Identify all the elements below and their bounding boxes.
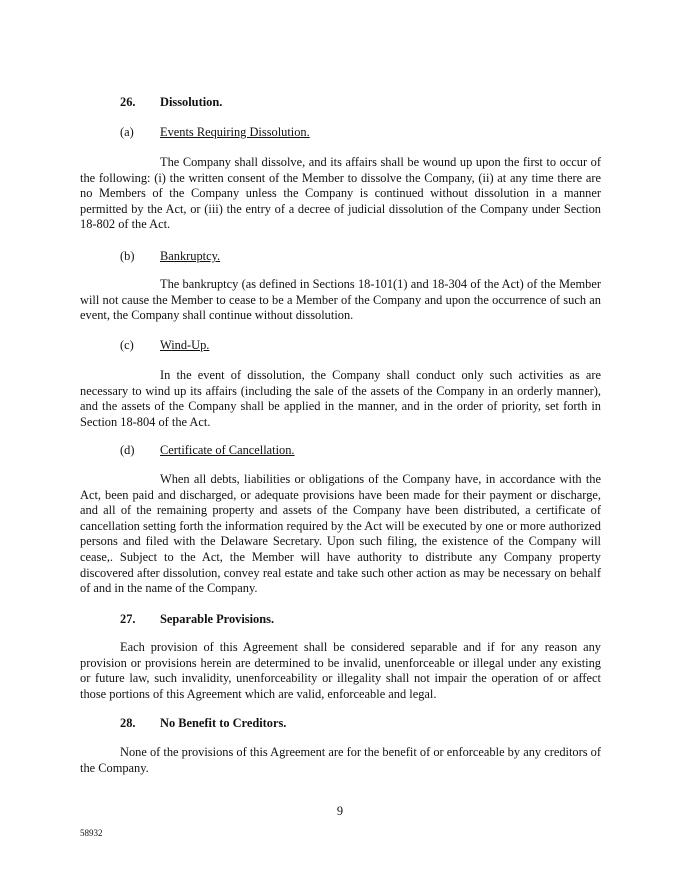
paragraph-28: None of the provisions of this Agreement are for the benefit of or enforceable by any creditors of the Company. <box>80 745 601 775</box>
section-title: Separable Provisions. <box>160 612 275 626</box>
subsection-label: (a) <box>120 125 134 139</box>
paragraph-26a: The Company shall dissolve, and its affairs shall be wound up upon the first to occur of the following: (i) the written consent of the Member to dissolve the Company, (ii) at any time there are no Members of the Company unless the Company is continued without dissolution in a manner permitted by the Act, or (iii) the entry of a decree of judicial dissolution of the Company under Section 18-802 of the Act. <box>80 155 601 232</box>
subsection-title: Bankruptcy. <box>160 249 221 263</box>
section-title: No Benefit to Creditors. <box>160 716 287 730</box>
subsection-title: Certificate of Cancellation. <box>160 443 295 457</box>
subsection-title: Events Requiring Dissolution. <box>160 125 310 139</box>
page-number: 9 <box>336 804 344 818</box>
subsection-label: (c) <box>120 338 134 352</box>
paragraph-26b: The bankruptcy (as defined in Sections 18-101(1) and 18-304 of the Act) of the Member will not cause the Member to cease to be a Member of the Company and upon the occurrence of such an event, the Company shall continue without dissolution. <box>80 277 601 323</box>
paragraph-26c: In the event of dissolution, the Company shall conduct only such activities as are necessary to wind up its affairs (including the sale of the assets of the Company in an orderly manner), and the assets of the Company shall be applied in the manner, and in the order of priority, set forth in Section 18-804 of the Act. <box>80 368 601 429</box>
subsection-title: Wind-Up. <box>160 338 210 352</box>
section-number: 26. <box>120 95 136 109</box>
section-title: Dissolution. <box>160 95 223 109</box>
paragraph-26d: When all debts, liabilities or obligations of the Company have, in accordance with the Act, been paid and discharged, or adequate provisions have been made for their payment or discharge, and all of the remaining property and assets of the Company have been distributed, a certificate of cancellation setting forth the information required by the Act will be executed by one or more authorized persons and filed with the Delaware Secretary. Upon such filing, the existence of the Company will cease,. Subject to the Act, the Member will have authority to distribute any Company property discovered after dissolution, convey real estate and take such other action as may be necessary on behalf of and in the name of the Company. <box>80 472 601 596</box>
section-number: 28. <box>120 716 136 730</box>
paragraph-27: Each provision of this Agreement shall be considered separable and if for any reason any provision or provisions herein are determined to be invalid, unenforceable or illegal under any existing or future law, such invalidity, unenforceability or illegality shall not impair the operation of or affect those portions of this Agreement which are valid, enforceable and legal. <box>80 640 601 701</box>
subsection-label: (b) <box>120 249 135 263</box>
subsection-label: (d) <box>120 443 135 457</box>
document-id: 58932 <box>80 828 103 838</box>
section-number: 27. <box>120 612 136 626</box>
